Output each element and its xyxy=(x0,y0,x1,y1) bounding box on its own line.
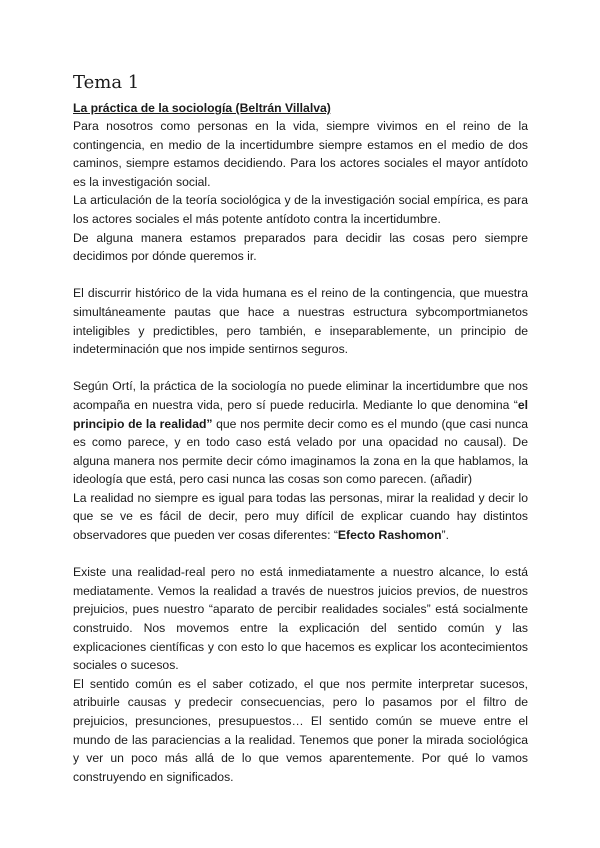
paragraph-7: Existe una realidad-real pero no está inmediatamente a nuestro alcance, lo está mediatamente. Vemos la realidad a través de nuestros juicios previos, de nuestros prejuicios, pues nuestro “aparato de percibir realidades sociales” está socialmente construido. Nos movemos entre la explicación del sentido común y las explicaciones científicas y con esto lo que hacemos es explicar los acontecimientos sociales o sucesos. xyxy=(73,565,528,673)
spacer xyxy=(73,266,528,285)
paragraph-5 xyxy=(73,377,528,489)
paragraph-5-text-a: Según Ortí, la práctica de la sociología no puede eliminar la incertidumbre que nos acompaña en nuestra vida, pero sí puede reducirla. Mediante lo que denomina “ xyxy=(73,379,528,412)
paragraph-6-text-a: La realidad no siempre es igual para todas las personas, mirar la realidad y decir lo que se ve es fácil de decir, pero muy difícil de explicar cuando hay distintos observadores que pueden ver cosas diferentes: “ xyxy=(73,490,528,543)
section-subtitle: La práctica de la sociología (Beltrán Villalva) xyxy=(73,101,331,115)
spacer xyxy=(73,359,528,378)
document-title: Tema 1 xyxy=(73,72,140,93)
paragraph-4: El discurrir histórico de la vida humana es el reino de la contingencia, que muestra simultáneamente pautas que hace a nuestras estructura sybcomportmianetos inteligibles y predictibles, pero también, e inseparablemente, un principio de indeterminación que nos impide sentirnos seguros. xyxy=(73,286,528,357)
paragraph-2: La articulación de la teoría sociológica y de la investigación social empírica, es para los actores sociales el más potente antídoto contra la incertidumbre. xyxy=(73,193,528,226)
paragraph-6 xyxy=(73,489,528,545)
paragraph-5-text-b: que nos permite decir como es el mundo (que casi nunca es como parece, y en todo caso está velado por una opacidad no causal). De alguna manera nos permite decir cómo imaginamos la zona en la que hablamos, la ideología que está, pero casi nunca las cosas son como parecen. (añadir) xyxy=(73,416,528,487)
paragraph-6-bold: Efecto Rashomon xyxy=(337,528,442,543)
spacer xyxy=(73,545,528,564)
paragraph-6-text-b: ”. xyxy=(441,528,449,543)
paragraph-1: Para nosotros como personas en la vida, siempre vivimos en el reino de la contingencia, en medio de la incertidumbre siempre estamos en el medio de dos caminos, siempre estamos decidiendo. Para los actores sociales el mayor antídoto es la investigación social. xyxy=(73,119,528,189)
paragraph-5-bold: el principio de la realidad” xyxy=(73,397,528,431)
paragraph-8: El sentido común es el saber cotizado, el que nos permite interpretar sucesos, atribuirle causas y predecir consecuencias, pero lo pasamos por el filtro de prejuicios, presunciones, presupuestos… El sentido común se mueve entre el mundo de las paraciencias a la realidad. Tenemos que poner la mirada sociológica y ver un poco más allá de lo que vemos aparentemente. Por qué lo vamos construyendo en significados. xyxy=(73,676,528,784)
paragraph-3: De alguna manera estamos preparados para decidir las cosas pero siempre decidimos por dónde queremos ir. xyxy=(73,230,528,264)
